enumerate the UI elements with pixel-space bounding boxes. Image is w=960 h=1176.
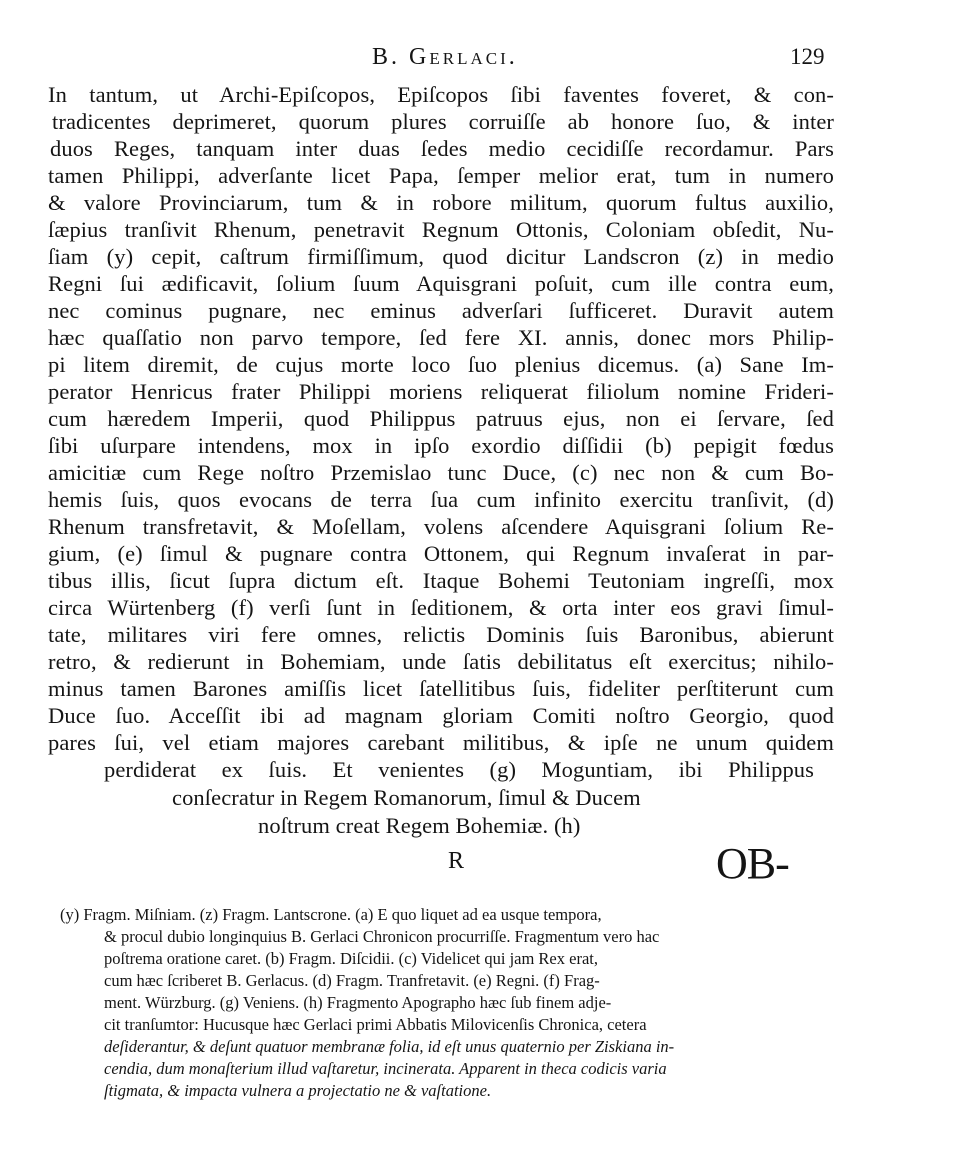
body-line: ſæpius tranſivit Rhenum, penetravit Regnum Ottonis, Coloniam obſedit, Nu- [48, 217, 834, 242]
body-line: ſibi uſurpare intendens, mox in ipſo exordio diſſidii (b) pepigit fœdus [48, 433, 834, 458]
body-line: perdiderat ex ſuis. Et venientes (g) Moguntiam, ibi Philippus [104, 757, 814, 782]
footnote-line: (y) Fragm. Miſniam. (z) Fragm. Lantscrone. (a) E quo liquet ad ea usque tempora, [60, 905, 602, 924]
body-line: pi litem diremit, de cujus morte loco ſuo plenius dicemus. (a) Sane Im- [48, 352, 834, 377]
footnote-line: & procul dubio longinquius B. Gerlaci Chronicon procurriſſe. Fragmentum vero hac [104, 927, 660, 946]
footnote-line: poſtrema oratione caret. (b) Fragm. Diſcidii. (c) Videlicet qui jam Rex erat, [104, 949, 598, 968]
body-line: tradicentes deprimeret, quorum plures corruiſſe ab honore ſuo, & inter [52, 109, 834, 134]
body-line: Regni ſui ædificavit, ſolium ſuum Aquisgrani poſuit, cum ille contra eum, [48, 271, 834, 296]
body-line: ſiam (y) cepit, caſtrum firmiſſimum, quod dicitur Landscron (z) in medio [48, 244, 834, 269]
running-head [0, 44, 960, 80]
footnote-line: deſiderantur, & deſunt quatuor membranæ folia, id eſt unus quaternio per Ziskiana in- [104, 1037, 675, 1056]
body-line: & valore Provinciarum, tum & in robore militum, quorum fultus auxilio, [48, 190, 834, 215]
body-line: In tantum, ut Archi-Epiſcopos, Epiſcopos ſibi faventes foveret, & con- [48, 82, 834, 107]
footnote-line: ment. Würzburg. (g) Veniens. (h) Fragmento Apographo hæc ſub finem adje- [104, 993, 612, 1012]
signature-mark: R [448, 848, 465, 874]
catchline [0, 838, 960, 888]
body-line: hæc quaſſatio non parvo tempore, ſed fere XI. annis, donec mors Philip- [48, 325, 834, 350]
body-line: amicitiæ cum Rege noſtro Przemislao tunc Duce, (c) nec non & cum Bo- [48, 460, 834, 485]
body-line: tamen Philippi, adverſante licet Papa, ſemper melior erat, tum in numero [48, 163, 834, 188]
body-line: conſecratur in Regem Romanorum, ſimul & Ducem [172, 785, 641, 810]
body-line: tate, militares viri fere omnes, relictis Dominis ſuis Baronibus, abierunt [48, 622, 834, 647]
body-line: retro, & redierunt in Bohemiam, unde ſatis debilitatus eſt exercitus; nihilo- [48, 649, 834, 674]
footnote-line: ſtigmata, & impacta vulnera a projectatio ne & vaſtatione. [104, 1081, 492, 1100]
footnote-line: cum hæc ſcriberet B. Gerlacus. (d) Fragm. Tranfretavit. (e) Regni. (f) Frag- [104, 971, 600, 990]
body-line: Duce ſuo. Acceſſit ibi ad magnam gloriam Comiti noſtro Georgio, quod [48, 703, 834, 728]
body-line: perator Henricus frater Philippi moriens reliquerat filiolum nomine Frideri- [48, 379, 834, 404]
body-line: Rhenum transfretavit, & Moſellam, volens aſcendere Aquisgrani ſolium Re- [48, 514, 834, 539]
body-line: noſtrum creat Regem Bohemiæ. (h) [258, 813, 581, 838]
body-line: minus tamen Barones amiſſis licet ſatellitibus ſuis, fideliter perſtiterunt cum [48, 676, 834, 701]
body-line: duos Reges, tanquam inter duas ſedes medio cecidiſſe recordamur. Pars [50, 136, 834, 161]
body-line: pares ſui, vel etiam majores carebant militibus, & ipſe ne unum quidem [48, 730, 834, 755]
body-line: hemis ſuis, quos evocans de terra ſua cum infinito exercitu tranſivit, (d) [48, 487, 834, 512]
body-line: nec cominus pugnare, nec eminus adverſari ſufficeret. Duravit autem [48, 298, 834, 323]
body-line: circa Würtenberg (f) verſi ſunt in ſeditionem, & orta inter eos gravi ſimul- [48, 595, 834, 620]
body-line: cum hæredem Imperii, quod Philippus patruus ejus, non ei ſervare, ſed [48, 406, 834, 431]
body-line: gium, (e) ſimul & pugnare contra Ottonem, qui Regnum invaſerat in par- [48, 541, 834, 566]
body-line: tibus illis, ſicut ſupra dictum eſt. Itaque Bohemi Teutoniam ingreſſi, mox [48, 568, 834, 593]
page-number: 129 [790, 44, 825, 69]
catchword: OB- [716, 839, 789, 888]
footnote-line: cit tranſumtor: Hucusque hæc Gerlaci primi Abbatis Milovicenſis Chronica, cetera [104, 1015, 647, 1034]
footnote-line: cendia, dum monaſterium illud vaſtaretur, incinerata. Apparent in theca codicis varia [104, 1059, 667, 1078]
running-title: B. Gerlaci. [372, 44, 518, 70]
